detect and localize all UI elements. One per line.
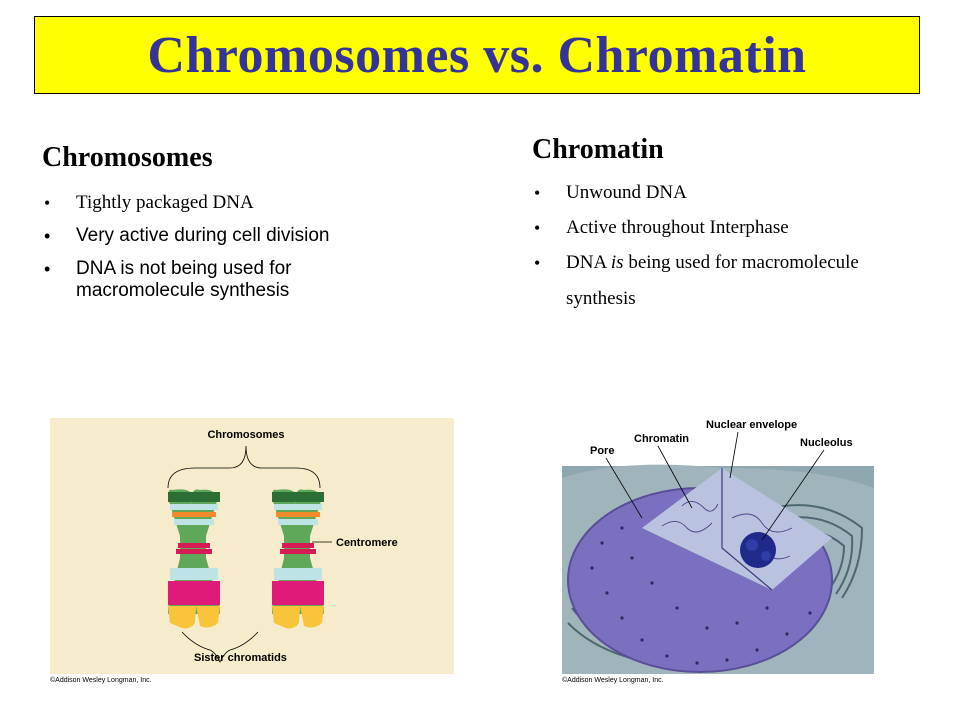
nucleolus-label: Nucleolus xyxy=(800,437,853,449)
bullet-text: being used for macromolecule xyxy=(623,252,859,273)
title-banner xyxy=(34,16,920,94)
chromosomes-column xyxy=(42,142,442,313)
centromere-label: Centromere xyxy=(336,537,398,549)
list-item xyxy=(532,252,952,310)
chromatin-label: Chromatin xyxy=(634,433,689,445)
list-item xyxy=(42,192,442,214)
sister-chromatids-label: Sister chromatids xyxy=(194,652,287,664)
bullet-text: macromolecule synthesis xyxy=(76,280,290,301)
list-item xyxy=(532,217,952,239)
list-item xyxy=(42,258,442,302)
figure-credit-right: ©Addison Wesley Longman, Inc. xyxy=(562,677,664,684)
bullet-text: DNA xyxy=(566,252,611,273)
bullet-text: DNA is not being used for xyxy=(76,258,292,279)
nucleus-figure xyxy=(562,408,874,674)
bullet-text: Unwound DNA xyxy=(566,182,687,203)
bullet-text: Tightly packaged DNA xyxy=(76,192,254,213)
nuclear-envelope-label: Nuclear envelope xyxy=(706,419,798,431)
chromosomes-heading: Chromosomes xyxy=(42,142,213,173)
figure-credit-left: ©Addison Wesley Longman, Inc. xyxy=(50,677,152,684)
bullet-text: Very active during cell division xyxy=(76,225,330,246)
page-title: Chromosomes vs. Chromatin xyxy=(147,26,807,84)
emphasis-text: is xyxy=(610,252,624,273)
chromatin-list xyxy=(532,182,952,310)
chromosome-diagram xyxy=(50,418,454,674)
bullet-text: Active throughout Interphase xyxy=(566,217,789,238)
chromosome-figure xyxy=(50,418,454,674)
chromatin-column xyxy=(532,134,952,323)
list-item xyxy=(42,225,442,247)
chromosomes-label: Chromosomes xyxy=(207,429,285,441)
chromosomes-list xyxy=(42,192,442,302)
nucleus-diagram xyxy=(562,408,874,674)
chromatin-heading: Chromatin xyxy=(532,134,664,165)
list-item xyxy=(532,182,952,204)
bullet-text: synthesis xyxy=(566,288,636,309)
pore-label: Pore xyxy=(590,445,615,457)
